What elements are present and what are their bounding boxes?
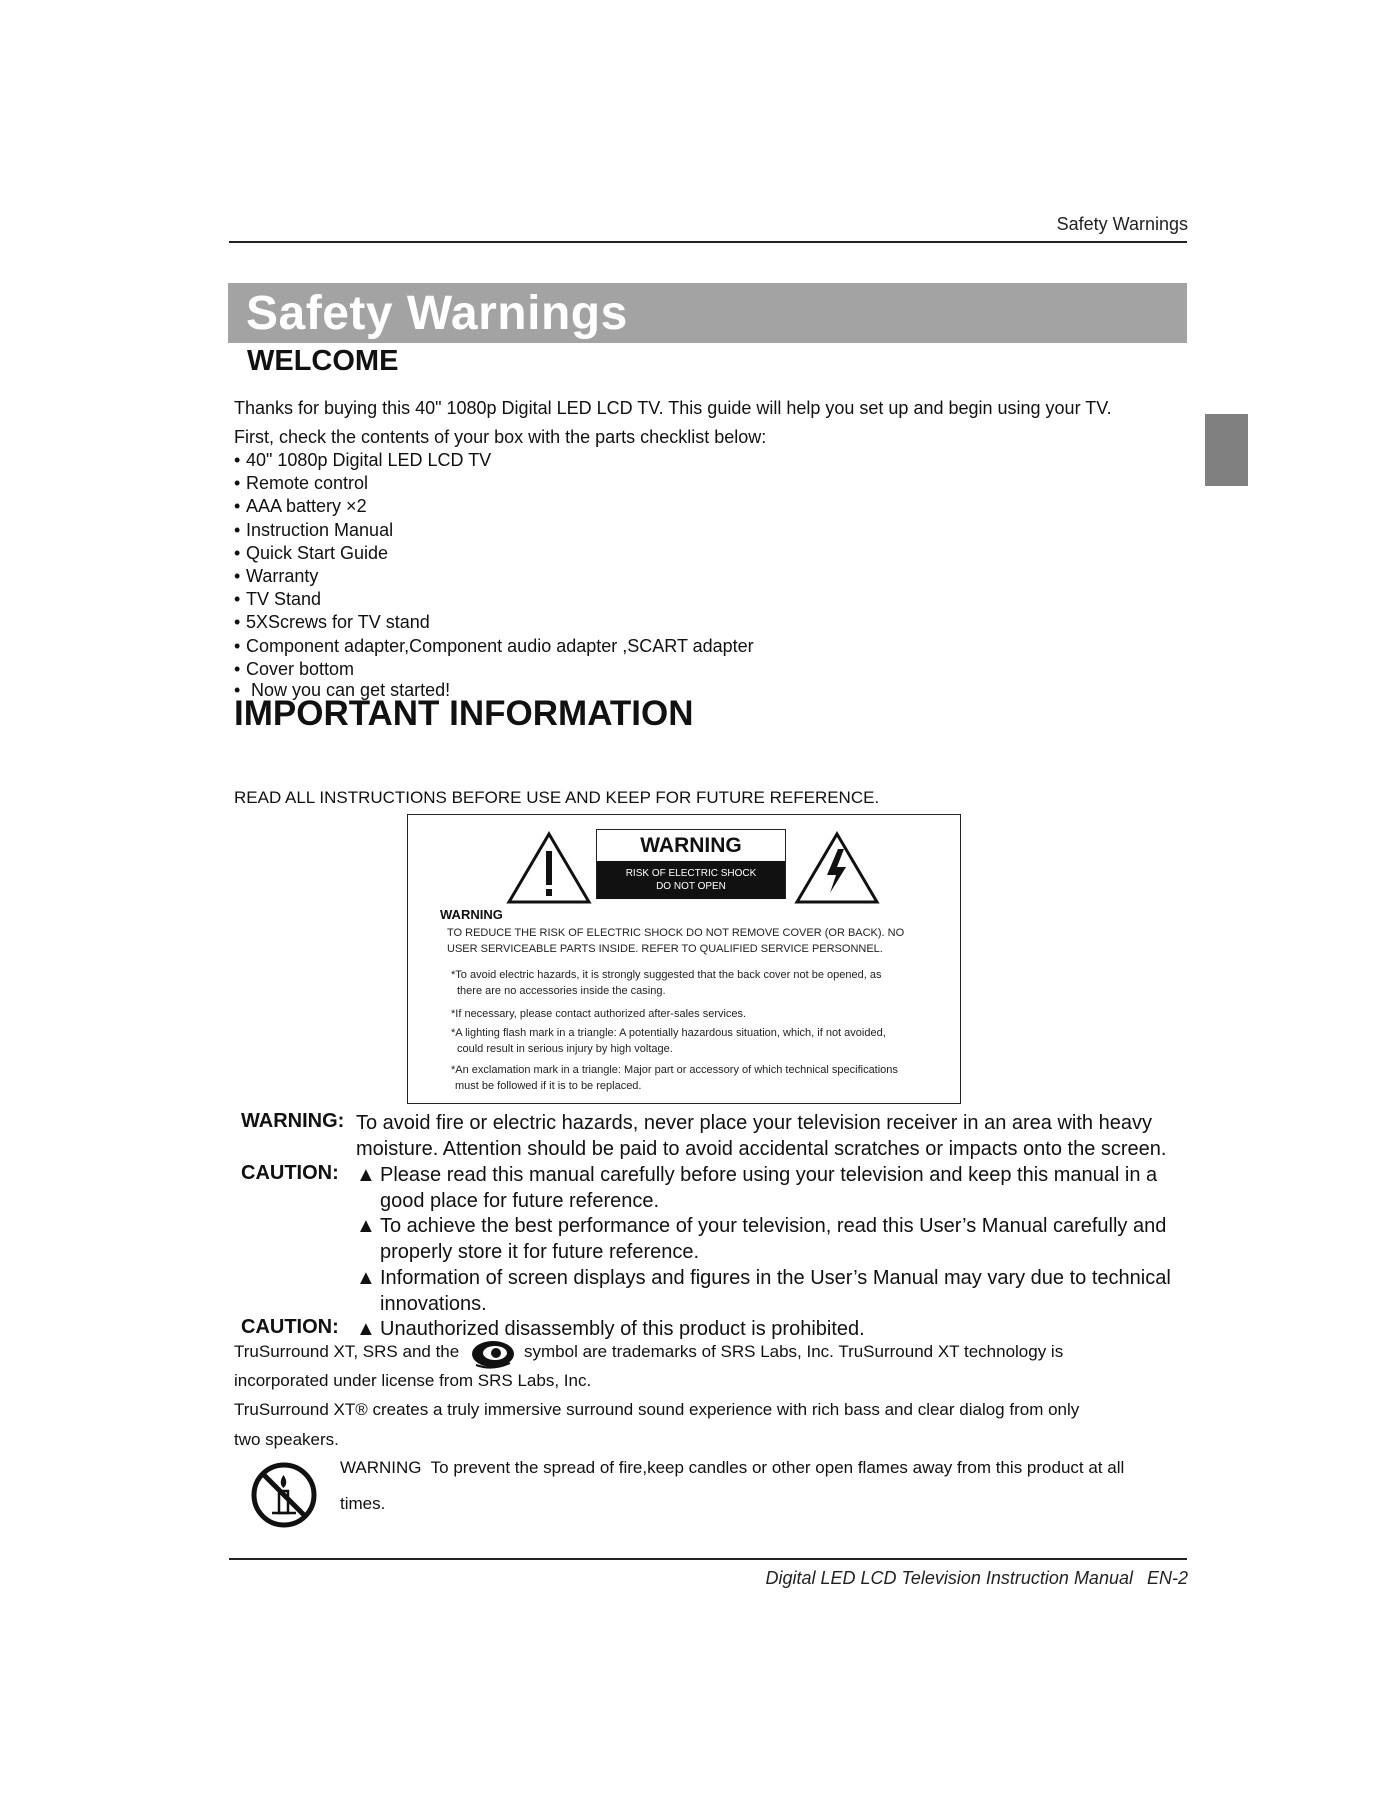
box-note — [451, 1025, 921, 1057]
caution-item — [356, 1265, 1186, 1317]
header-rule — [229, 241, 1187, 243]
list-item: • 5XScrews for TV stand — [234, 612, 430, 633]
box-line: *An exclamation mark in a triangle: Major part or accessory of which technical specifications — [451, 1064, 898, 1076]
notice-line: good place for future reference. — [380, 1190, 660, 1212]
notice-line: innovations. — [380, 1293, 487, 1315]
caution-label: CAUTION: — [241, 1316, 339, 1338]
caution-label: CAUTION: — [241, 1162, 339, 1184]
lightning-triangle-icon — [794, 831, 880, 905]
list-item: • Cover bottom — [234, 658, 355, 679]
box-line: could result in serious injury by high voltage. — [457, 1043, 673, 1055]
notice-line: moisture. Attention should be paid to avoid accidental scratches or impacts onto the screen. — [356, 1138, 1167, 1160]
notice-line: Information of screen displays and figures in the User’s Manual may vary due to technical — [380, 1267, 1171, 1289]
triangle-bullet-icon: ▲ — [356, 1215, 376, 1237]
checklist-intro: First, check the contents of your box with the parts checklist below: — [234, 427, 767, 447]
triangle-bullet-icon: ▲ — [356, 1164, 376, 1186]
box-line: must be followed if it is to be replaced. — [455, 1080, 642, 1092]
box-note — [451, 967, 921, 999]
box-warning-title: WARNING — [440, 907, 503, 922]
warning-text — [356, 1110, 1186, 1162]
flame-warning-text: times. — [340, 1494, 386, 1513]
footer-rule — [229, 1558, 1187, 1560]
page-footer — [765, 1568, 1188, 1589]
list-item: • Now you can get started! — [234, 679, 451, 700]
box-line: USER SERVICEABLE PARTS INSIDE. REFER TO QUALIFIED SERVICE PERSONNEL. — [447, 943, 883, 955]
list-item: • Warranty — [234, 565, 319, 586]
label-line: RISK OF ELECTRIC SHOCK — [625, 868, 757, 879]
box-line: *To avoid electric hazards, it is strongly suggested that the back cover not be opened, as — [451, 969, 882, 981]
box-line: TO REDUCE THE RISK OF ELECTRIC SHOCK DO NOT REMOVE COVER (OR BACK). NO — [447, 927, 905, 939]
list-item: • Instruction Manual — [234, 519, 394, 540]
welcome-intro: Thanks for buying this 40" 1080p Digital LED LCD TV. This guide will help you set up and begin using your TV. — [234, 398, 1112, 418]
section-tab-marker — [1205, 414, 1248, 486]
srs-text: symbol are trademarks of SRS Labs, Inc. TruSurround XT technology is — [524, 1342, 1064, 1361]
manual-title: Digital LED LCD Television Instruction Manual — [765, 1568, 1133, 1588]
parts-checklist — [234, 449, 754, 699]
notice-line: Unauthorized disassembly of this product is prohibited. — [380, 1318, 865, 1340]
box-line: *A lighting flash mark in a triangle: A potentially hazardous situation, which, if not avoided, — [451, 1027, 886, 1039]
box-line: *If necessary, please contact authorized after-sales services. — [451, 1008, 747, 1020]
list-item: • AAA battery ×2 — [234, 496, 367, 517]
warning-box — [407, 814, 961, 1104]
srs-text: TruSurround XT® creates a truly immersive surround sound experience with rich bass and clear dialog from only — [234, 1400, 1080, 1419]
triangle-bullet-icon: ▲ — [356, 1318, 376, 1340]
srs-logo-icon — [470, 1337, 516, 1371]
no-open-flame-icon — [250, 1461, 318, 1529]
box-note — [451, 1006, 921, 1022]
notice-line: To achieve the best performance of your television, read this User’s Manual carefully and — [380, 1215, 1167, 1237]
notice-line: To avoid fire or electric hazards, never place your television receiver in an area with heavy — [356, 1112, 1152, 1134]
label-line: DO NOT OPEN — [656, 881, 726, 892]
label-title: WARNING — [640, 834, 742, 857]
srs-text: TruSurround XT, SRS and the — [234, 1342, 460, 1361]
running-header: Safety Warnings — [1056, 214, 1188, 234]
list-item: • Component adapter,Component audio adapter ,SCART adapter — [234, 635, 754, 656]
welcome-heading: WELCOME — [247, 345, 399, 377]
list-item: • TV Stand — [234, 589, 322, 610]
box-warning-text — [447, 925, 917, 957]
box-note — [451, 1062, 931, 1094]
list-item: • 40" 1080p Digital LED LCD TV — [234, 450, 492, 470]
list-item: • Remote control — [234, 473, 369, 494]
flame-warning-text: WARNING To prevent the spread of fire,keep candles or other open flames away from this product at all — [340, 1458, 1125, 1477]
box-line: there are no accessories inside the casing. — [457, 985, 666, 997]
exclamation-triangle-icon — [506, 831, 592, 905]
warning-label: WARNING: — [241, 1110, 345, 1132]
caution-item — [356, 1162, 1186, 1214]
caution-item — [356, 1213, 1186, 1265]
read-all-notice: READ ALL INSTRUCTIONS BEFORE USE AND KEEP FOR FUTURE REFERENCE. — [234, 788, 880, 807]
page-number: EN-2 — [1146, 1568, 1188, 1588]
important-heading: IMPORTANT INFORMATION — [234, 694, 694, 733]
shock-warning-label — [596, 829, 786, 899]
notice-line: properly store it for future reference. — [380, 1241, 700, 1263]
srs-text: two speakers. — [234, 1430, 339, 1449]
list-item: • Quick Start Guide — [234, 542, 389, 563]
label-caption — [597, 861, 785, 899]
triangle-bullet-icon: ▲ — [356, 1267, 376, 1289]
title-band — [228, 283, 1187, 343]
page-title: Safety Warnings — [246, 287, 628, 340]
notice-line: Please read this manual carefully before using your television and keep this manual in a — [380, 1164, 1158, 1186]
srs-text: incorporated under license from SRS Labs, Inc. — [234, 1371, 592, 1390]
